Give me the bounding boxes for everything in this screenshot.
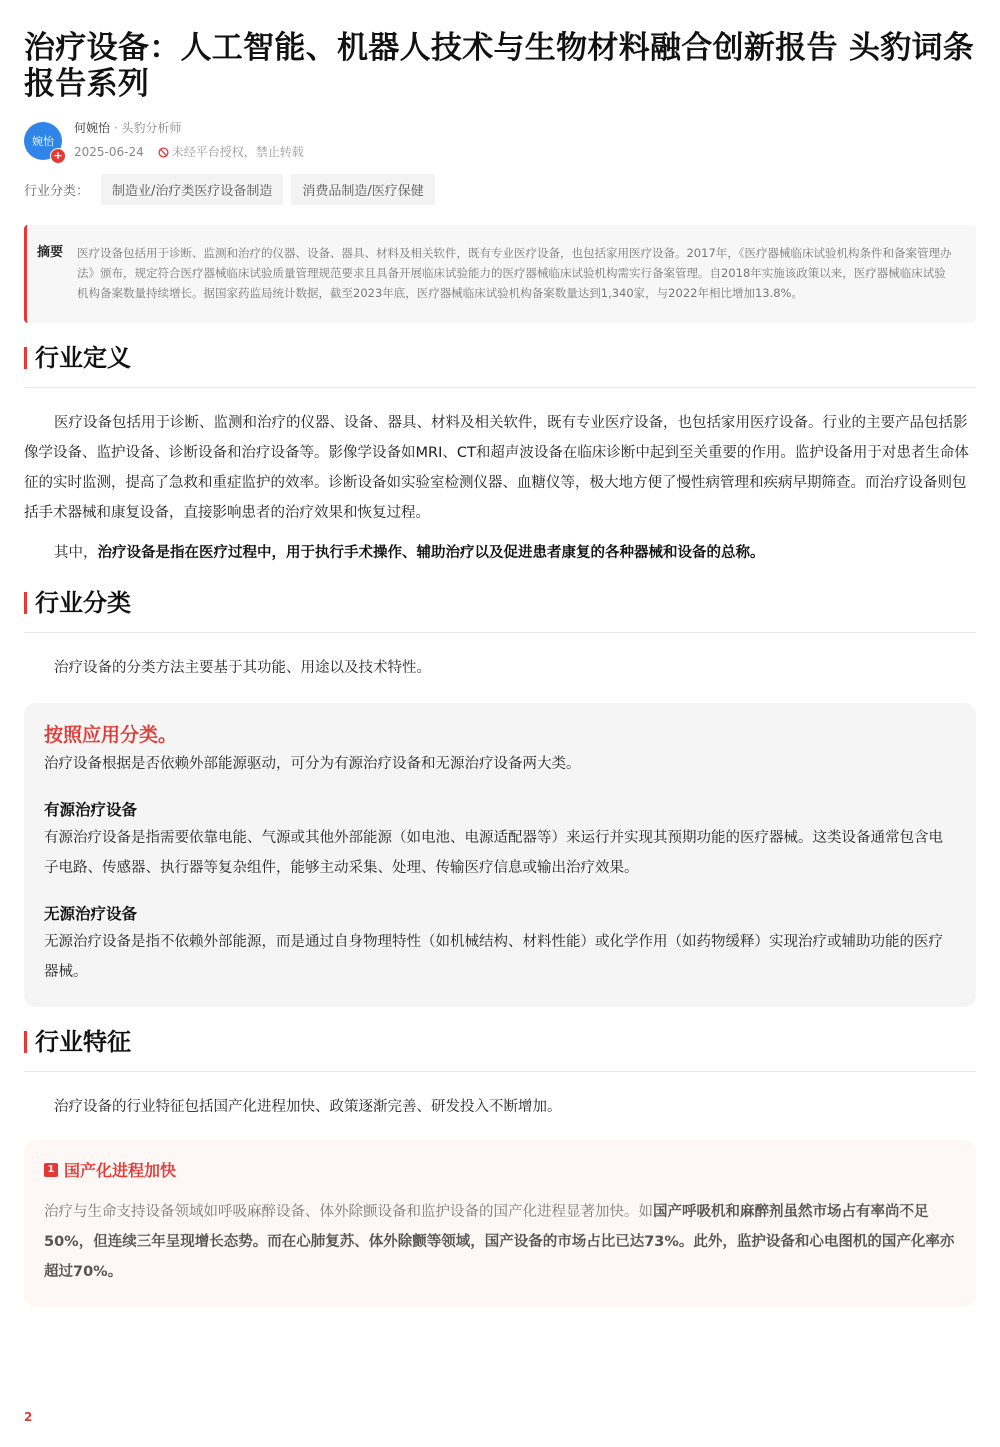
industry-label: 行业分类： [24,184,90,199]
classification-box-intro: 治疗设备根据是否依赖外部能源驱动，可分为有源治疗设备和无源治疗设备两大类。 [44,756,581,772]
feature-text-bold: 国产呼吸机和麻醉剂虽然市场占有率尚不足50%，但连续三年呈现增长态势。而在心肺复苏、体外除颤等领域，国产设备的市场占比已达73%。此外，监护设备和心电图机的国产化率亦超过70%。 [44,1204,955,1280]
author-info [74,120,304,160]
classification-intro: 治疗设备的分类方法主要基于其功能、用途以及技术特性。 [54,660,431,676]
author-separator: · [110,121,122,135]
abstract-box [24,225,976,323]
definition-summary-paragraph [24,538,976,568]
report-page [0,30,1000,1307]
classification-box-title: 按照应用分类。 [44,724,178,746]
section-heading-features [24,1027,976,1072]
industry-tag[interactable]: 消费品制造/医疗保健 [291,174,434,205]
feature-title: 国产化进程加快 [64,1161,177,1180]
definition-summary-bold: 治疗设备是指在医疗过程中，用于执行手术操作、辅助治疗以及促进患者康复的各种器械和设备的总称。 [97,545,765,561]
active-device-text: 有源治疗设备是指需要依靠电能、气源或其他外部能源（如电池、电源适配器等）来运行并实现其预期功能的医疗器械。这类设备通常包含电子电路、传感器、执行器等复杂组件，能够主动采集、处理、传输医疗信息或输出治疗效果。 [44,830,943,876]
definition-summary-prefix: 其中， [54,545,98,561]
copyright-notice [158,144,304,160]
avatar[interactable] [24,122,62,160]
section-title: 行业特征 [35,1028,131,1056]
abstract-label: 摘要 [37,245,64,260]
section-heading-classification [24,588,976,633]
author-role: 头豹分析师 [121,121,182,135]
section-accent-bar [24,592,27,614]
follow-badge-icon[interactable]: + [50,148,66,164]
avatar-text: 婉怡 [32,135,54,148]
page-title: 治疗设备：人工智能、机器人技术与生物材料融合创新报告 头豹词条报告系列 [24,30,975,102]
copyright-notice-text: 未经平台授权，禁止转载 [171,145,304,159]
section-title: 行业定义 [35,344,131,372]
feature-text [44,1197,956,1287]
publish-date: 2025-06-24 [74,145,144,159]
author-row [24,120,976,160]
feature-heading [44,1158,956,1181]
prohibited-icon [158,147,169,158]
industry-classification [24,174,976,205]
definition-paragraph: 医疗设备包括用于诊断、监测和治疗的仪器、设备、器具、材料及相关软件，既有专业医疗设备，也包括家用医疗设备。行业的主要产品包括影像学设备、监护设备、诊断设备和治疗设备等。影像学设备如MRI、CT和超声波设备在临床诊断中起到至关重要的作用。监护设备用于对患者生命体征的实时监测，提高了急救和重症监护的效率。诊断设备如实验室检测仪器、血糖仪等，极大地方便了慢性病管理和疾病早期筛查。而治疗设备则包括手术器械和康复设备，直接影响患者的治疗效果和恢复过程。 [24,415,969,521]
section-heading-definition [24,343,976,388]
passive-device-text: 无源治疗设备是指不依赖外部能源，而是通过自身物理特性（如机械结构、材料性能）或化学作用（如药物缓释）实现治疗或辅助功能的医疗器械。 [44,934,943,980]
passive-device-title: 无源治疗设备 [44,905,138,923]
feature-box [24,1140,976,1307]
author-name[interactable]: 何婉怡 [74,121,111,135]
section-title: 行业分类 [35,589,131,617]
feature-text-plain: 治疗与生命支持设备领域如呼吸麻醉设备、体外除颤设备和监护设备的国产化进程显著加快。如 [44,1204,653,1220]
page-number: 2 [24,1410,33,1424]
number-badge-icon: 1 [44,1163,58,1177]
industry-tag[interactable]: 制造业/治疗类医疗设备制造 [101,174,283,205]
abstract-text: 医疗设备包括用于诊断、监测和治疗的仪器、设备、器具、材料及相关软件，既有专业医疗设备，也包括家用医疗设备。2017年，《医疗器械临床试验机构条件和备案管理办法》颁布，规定符合医疗器械临床试验质量管理规范要求且具备开展临床试验能力的医疗器械临床试验机构需实行备案管理。自2018年实施该政策以来，医疗器械临床试验机构备案数量持续增长。据国家药监局统计数据，截至2023年底，医疗器械临床试验机构备案数量达到1,340家，与2022年相比增加13.8%。 [77,246,952,300]
section-accent-bar [24,1031,27,1053]
classification-box [24,703,976,1007]
features-intro: 治疗设备的行业特征包括国产化进程加快、政策逐渐完善、研发投入不断增加。 [54,1099,562,1115]
section-accent-bar [24,347,27,369]
active-device-title: 有源治疗设备 [44,801,138,819]
